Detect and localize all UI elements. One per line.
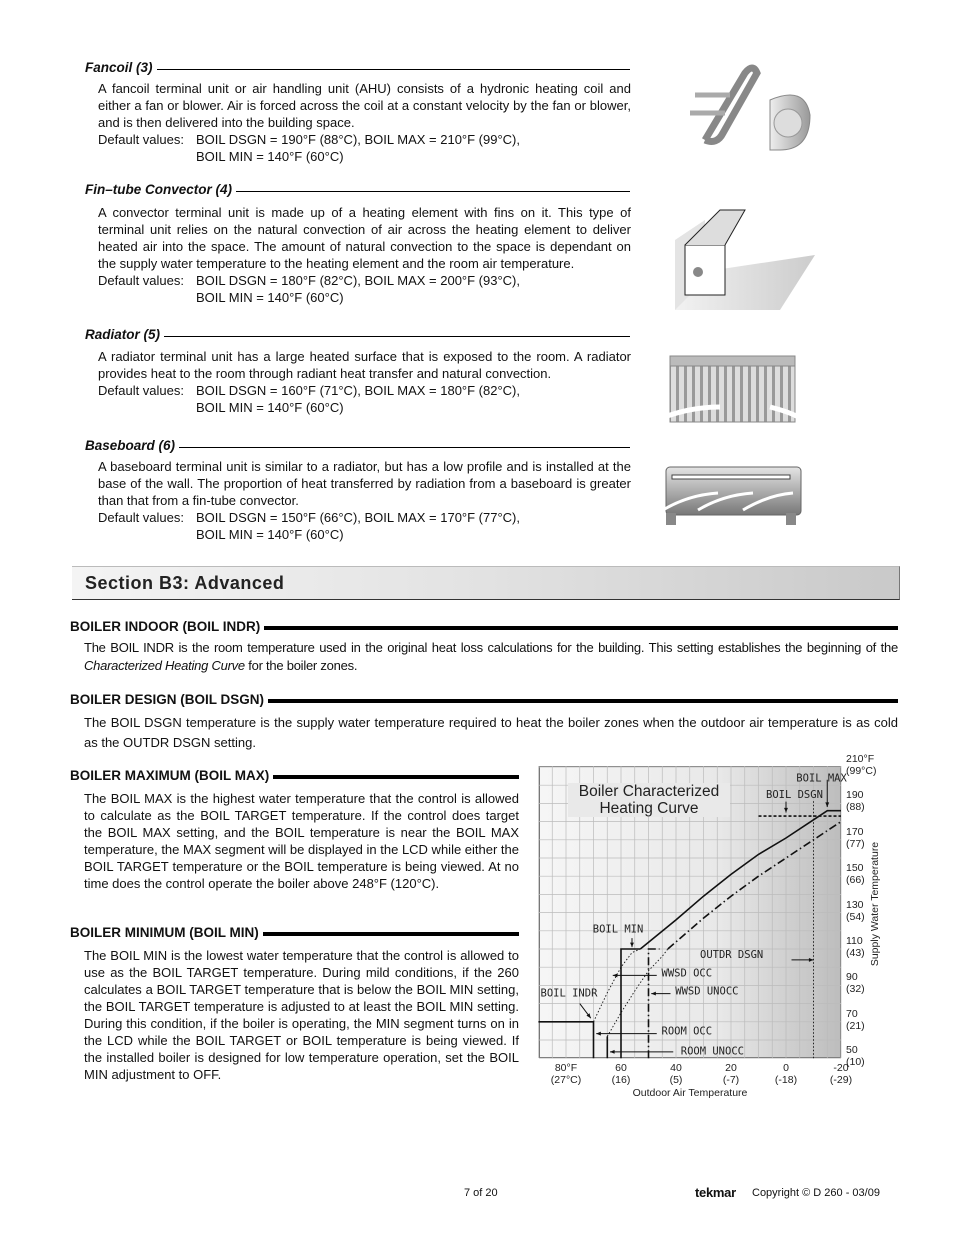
divider (263, 932, 519, 936)
arrow-head (613, 973, 618, 977)
chart-title: Boiler Characterized Heating Curve (568, 783, 730, 817)
convector-illustration (670, 200, 815, 310)
baseboard-illustration (658, 465, 803, 527)
heading-text: Radiator (5) (85, 327, 161, 342)
default-label: Default values: (98, 510, 184, 525)
boil-min-heading (70, 925, 519, 940)
arrow-head (651, 992, 656, 996)
divider (268, 699, 898, 703)
radiator-illustration (660, 352, 800, 428)
default-line: BOIL DSGN = 180°F (82°C), BOIL MAX = 200°F (93°C), (196, 273, 520, 288)
x-tick-label: 20 (-7) (722, 1062, 740, 1086)
y-tick-label: 170 (77) (846, 825, 865, 850)
arrow-head (825, 802, 829, 807)
annotation-label: BOIL DSGN (766, 788, 823, 801)
annotation-label: WWSD UNOCC (675, 985, 739, 998)
divider (164, 336, 630, 337)
baseboard-heading (85, 438, 630, 453)
default-line: BOIL DSGN = 160°F (71°C), BOIL MAX = 180°F (82°C), (196, 383, 520, 398)
heading-text: BOILER INDOOR (BOIL INDR) (70, 619, 261, 634)
x-tick-label: 80°F (27°C) (550, 1062, 582, 1086)
heading-text: BOILER MAXIMUM (BOIL MAX) (70, 768, 270, 783)
annotation-label: ROOM OCC (661, 1025, 713, 1038)
default-values-2 (98, 526, 631, 543)
annotation-label: BOIL INDR (540, 987, 598, 1000)
annotation-label: BOIL MAX (796, 772, 847, 785)
default-values (98, 131, 631, 148)
page-number: 7 of 20 (464, 1187, 498, 1199)
baseboard-text: A baseboard terminal unit is similar to a radiator, but has a low profile and is installed at the base of the wall. The proportion of heat transferred by radiation from a baseboard is greater than that from a fin-tube convector. (98, 459, 631, 508)
default-values (98, 382, 631, 399)
y-tick-label: 190 (88) (846, 789, 865, 814)
heading-text: Fancoil (3) (85, 60, 153, 75)
radiator-text: A radiator terminal unit has a large heated surface that is exposed to the room. A radiator provides heat to the room through radiant heat transfer and natural convection. (98, 349, 631, 381)
default-values-2 (98, 148, 631, 165)
heading-text: BOILER MINIMUM (BOIL MIN) (70, 925, 259, 940)
divider (264, 626, 898, 630)
default-line: BOIL MIN = 140°F (60°C) (196, 400, 344, 415)
divider (179, 447, 630, 448)
divider (236, 191, 630, 192)
y-axis-label: Supply Water Temperature (869, 841, 881, 967)
fancoil-text: A fancoil terminal unit or air handling unit (AHU) consists of a hydronic heating coil and either a fan or blower. Air is forced across the coil at a constant velocity by the fan or blower, and is then delivered into the building space. (98, 81, 631, 130)
default-values-2 (98, 289, 631, 306)
annotation-label: WWSD OCC (661, 967, 713, 980)
y-tick-label: 90 (32) (846, 971, 865, 996)
arrow-head (596, 1032, 601, 1036)
x-tick-label: -20 (-29) (829, 1062, 853, 1086)
radiator-heading (85, 327, 630, 342)
fintube-heading (85, 182, 630, 197)
default-line: BOIL DSGN = 190°F (88°C), BOIL MAX = 210°F (99°C), (196, 132, 520, 147)
default-line: BOIL DSGN = 150°F (66°C), BOIL MAX = 170°F (77°C), (196, 510, 520, 525)
heading-text: Fin–tube Convector (4) (85, 182, 233, 197)
divider (273, 775, 519, 779)
y-tick-label: 50 (10) (846, 1044, 865, 1069)
copyright: Copyright © D 260 - 03/09 (752, 1187, 880, 1199)
y-tick-label: 70 (21) (846, 1007, 865, 1032)
x-tick-label: 0 (-18) (774, 1062, 798, 1086)
default-line: BOIL MIN = 140°F (60°C) (196, 149, 344, 164)
heading-text: Baseboard (6) (85, 438, 176, 453)
tekmar-logo: tekmar (695, 1185, 736, 1200)
arrow-head (630, 943, 634, 948)
boil-min-text: The BOIL MIN is the lowest water temperature that the control is allowed to use as the BOIL TARGET temperature. During mild conditions, if the 260 calculates a BOIL TARGET temperature that is below the BOIL MIN setting, the BOIL TARGET temperature is adjusted to at least the BOIL MIN setting. During this condition, if the boiler is operating, the MIN segment turns on in the LCD while the BOIL TARGET or BOIL temperature is being viewed. If the installed boiler is designed for low temperature operation, set the BOIL MIN adjustment to OFF. (84, 948, 519, 1082)
fancoil-block (98, 80, 631, 165)
annotation-label: BOIL MIN (592, 923, 644, 936)
arrow-head (809, 958, 814, 962)
fintube-text: A convector terminal unit is made up of a heating element with fins on it. This type of terminal unit relies on the natural convection of air across the heating element to deliver heated air into the space. The amount of natural convection to the space is dependant on the supply water temperature to the heating element and the room air temperature. (98, 205, 631, 271)
default-values (98, 509, 631, 526)
y-tick-label: 110 (43) (846, 935, 865, 959)
baseboard-block (98, 458, 631, 543)
boil-indr-heading (70, 619, 898, 634)
annotation-label: OUTDR DSGN (700, 949, 764, 962)
y-tick-label: 210°F (99°C) (846, 753, 877, 777)
text: The BOIL INDR is the room temperature used in the original heat loss calculations for the building. This setting establishes the beginning of the (84, 640, 898, 655)
arrow-head (784, 808, 788, 813)
fancoil-illustration (675, 65, 815, 160)
x-tick-label: 60 (16) (611, 1062, 631, 1086)
section-header: Section B3: Advanced (72, 566, 900, 600)
italic-term: Characterized Heating Curve (84, 657, 245, 673)
fintube-block (98, 204, 631, 306)
default-line: BOIL MIN = 140°F (60°C) (196, 527, 344, 542)
series-line (607, 949, 668, 1036)
series-line (668, 822, 841, 949)
boil-dsgn-heading (70, 692, 898, 707)
heading-text: BOILER DESIGN (BOIL DSGN) (70, 692, 265, 707)
default-values-2 (98, 399, 631, 416)
default-label: Default values: (98, 383, 184, 398)
y-tick-label: 130 (54) (846, 898, 865, 923)
boil-max-text: The BOIL MAX is the highest water temperature that the control is allowed to calculate as the BOIL TARGET temperature. If the control does target the BOIL MAX setting, and the BOIL temperature is near the BOIL MAX temperature, the MAX segment will be displayed in the LCD while either the BOIL TARGET temperature or the BOIL temperature is being viewed. At no time does the control operate the boiler above 248°F (120°C). (84, 791, 519, 891)
x-tick-label: 40 (5) (669, 1062, 683, 1086)
fancoil-heading (85, 60, 630, 75)
radiator-block (98, 348, 631, 416)
x-axis-label: Outdoor Air Temperature (632, 1087, 748, 1099)
boil-indr-text (84, 639, 898, 674)
heating-curve-chart (539, 766, 847, 1058)
arrow-head (610, 1050, 615, 1054)
y-tick-label: 150 (66) (846, 862, 865, 887)
divider (157, 69, 630, 70)
default-label: Default values: (98, 132, 184, 147)
default-line: BOIL MIN = 140°F (60°C) (196, 290, 344, 305)
default-values (98, 272, 631, 289)
boil-max-heading (70, 768, 519, 783)
series-line (640, 811, 841, 949)
boil-dsgn-text: The BOIL DSGN temperature is the supply water temperature required to heat the boiler zones when the outdoor air temperature is as cold as the OUTDR DSGN setting. (84, 715, 898, 750)
annotation-label: ROOM UNOCC (680, 1045, 744, 1058)
text: for the boiler zones. (244, 657, 358, 673)
default-label: Default values: (98, 273, 184, 288)
